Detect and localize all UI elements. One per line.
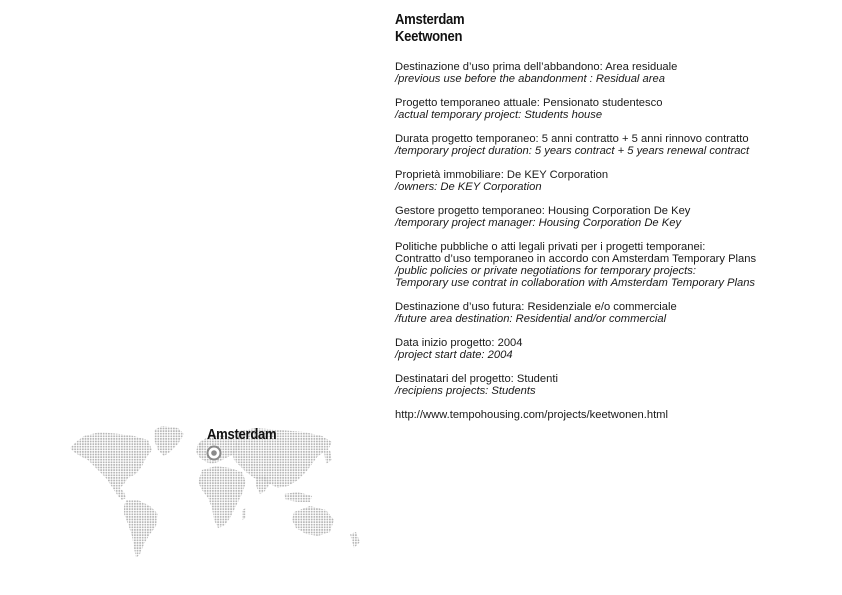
info-start-date-en: /project start date: 2004 — [395, 349, 513, 361]
project-title: Keetwonen — [395, 29, 463, 45]
info-duration — [395, 133, 835, 157]
info-policies-en-2: Temporary use contrat in collaboration with Amsterdam Temporary Plans — [395, 277, 756, 289]
info-actual-project — [395, 97, 835, 121]
central-america-shape — [114, 488, 126, 500]
info-policies — [395, 241, 835, 289]
info-future-use — [395, 301, 835, 325]
info-actual-project-it: Progetto temporaneo attuale: Pensionato studentesco — [395, 97, 663, 109]
south-america-shape — [124, 500, 158, 558]
info-manager-it: Gestore progetto temporaneo: Housing Corporation De Key — [395, 205, 691, 217]
africa-shape — [198, 466, 246, 528]
info-future-use-en: /future area destination: Residential and/or commercial — [395, 313, 667, 325]
info-owners — [395, 169, 835, 193]
greenland-shape — [154, 426, 184, 456]
madagascar-shape — [242, 508, 246, 520]
info-actual-project-en: /actual temporary project: Students house — [395, 109, 603, 121]
info-start-date-it: Data inizio progetto: 2004 — [395, 337, 523, 349]
info-duration-it: Durata progetto temporaneo: 5 anni contratto + 5 anni rinnovo contratto — [395, 133, 749, 145]
amsterdam-marker-icon — [208, 447, 221, 460]
info-duration-en: /temporary project duration: 5 years contract + 5 years renewal contract — [395, 145, 750, 157]
info-recipients-it: Destinatari del progetto: Studenti — [395, 373, 558, 385]
info-owners-en: /owners: De KEY Corporation — [395, 181, 542, 193]
info-future-use-it: Destinazione d’uso futura: Residenziale e/o commerciale — [395, 301, 677, 313]
info-previous-use-en: /previous use before the abandonment : Residual area — [395, 73, 665, 85]
info-start-date — [395, 337, 835, 361]
city-title: Amsterdam — [395, 12, 465, 28]
info-policies-it: Politiche pubbliche o atti legali privati per i progetti temporanei: — [395, 241, 706, 253]
info-manager-en: /temporary project manager: Housing Corporation De Key — [395, 217, 682, 229]
project-url-link[interactable]: http://www.tempohousing.com/projects/keetwonen.html — [395, 409, 668, 421]
australia-shape — [292, 506, 334, 536]
world-dot-map-icon — [66, 422, 370, 562]
info-policies-it-2: Contratto d’uso temporaneo in accordo con Amsterdam Temporary Plans — [395, 253, 757, 265]
new-zealand-shape — [350, 532, 360, 548]
info-recipients-en: /recipiens projects: Students — [395, 385, 536, 397]
indonesia-shape — [284, 492, 312, 502]
map-amsterdam-label: Amsterdam — [207, 427, 277, 443]
info-recipients — [395, 373, 835, 397]
project-info-list — [395, 61, 835, 421]
info-previous-use — [395, 61, 835, 85]
info-previous-use-it: Destinazione d’uso prima dell’abbandono: Area residuale — [395, 61, 678, 73]
info-policies-en: /public policies or private negotiations for temporary projects: — [395, 265, 696, 277]
north-america-shape — [70, 432, 152, 490]
info-owners-it: Proprietà immobiliare: De KEY Corporation — [395, 169, 609, 181]
world-map-svg — [66, 422, 370, 562]
info-manager — [395, 205, 835, 229]
japan-shape — [324, 450, 332, 464]
